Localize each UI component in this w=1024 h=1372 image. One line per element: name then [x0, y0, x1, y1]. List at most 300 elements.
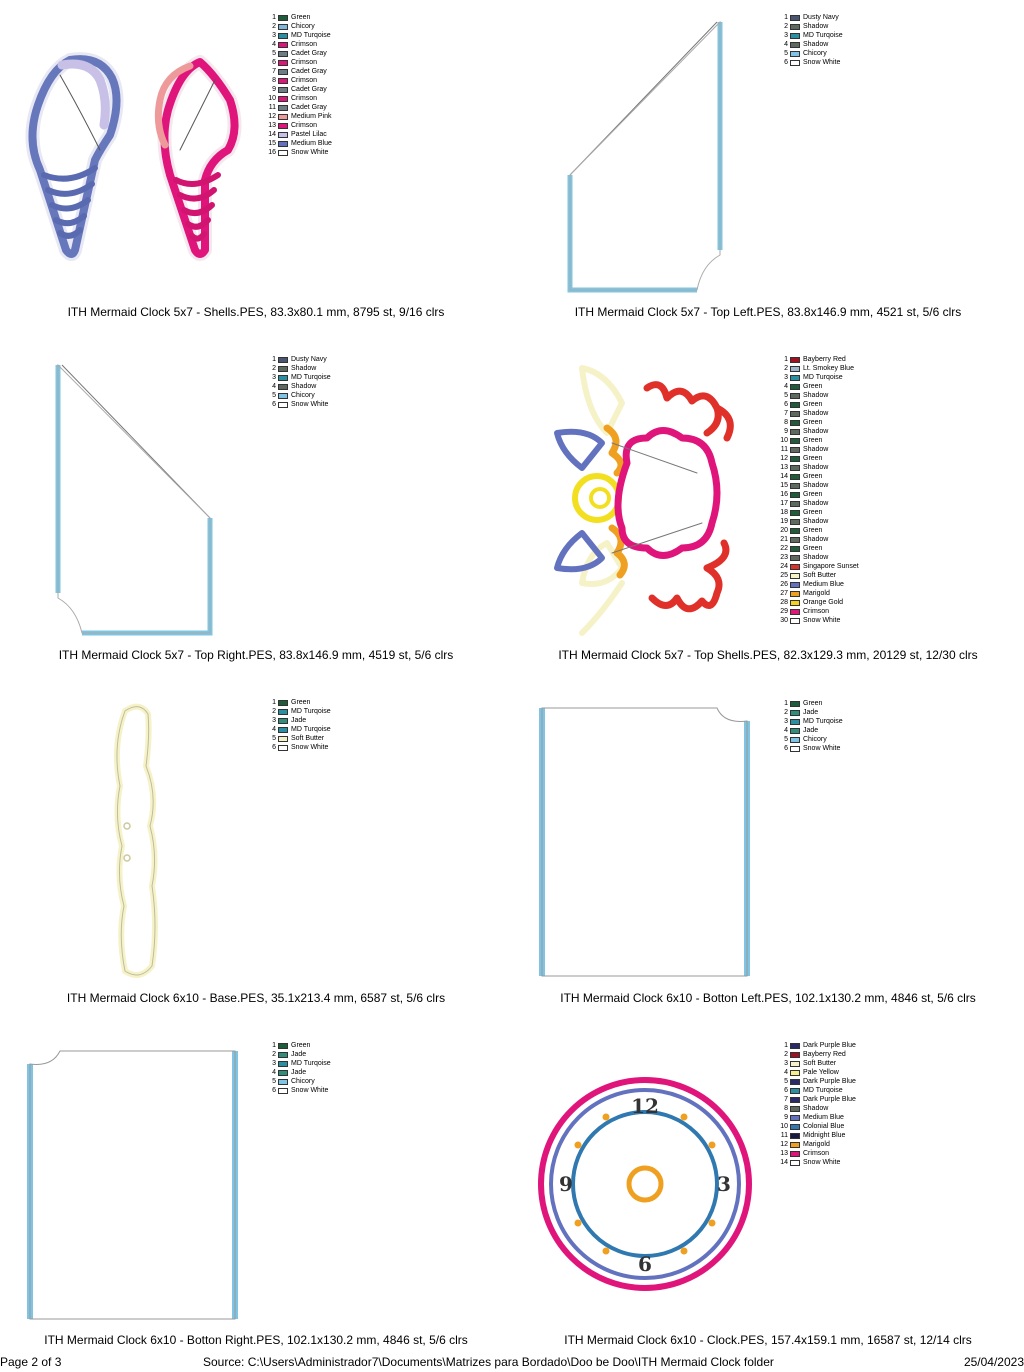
legend-entry-name: Chicory	[803, 50, 827, 57]
legend-entry-number: 4	[272, 726, 276, 733]
color-swatch	[790, 456, 800, 462]
legend-entry	[778, 580, 859, 589]
legend-entry	[266, 130, 332, 139]
legend-entry-name: Crimson	[291, 95, 318, 102]
legend-entry-number: 6	[272, 1087, 276, 1094]
color-swatch	[278, 700, 288, 706]
color-swatch	[278, 141, 288, 147]
legend-entry-number: 11	[268, 104, 276, 111]
color-swatch	[790, 1151, 800, 1157]
legend-entry	[266, 76, 332, 85]
legend-entry	[778, 490, 859, 499]
legend-entry-number: 6	[272, 744, 276, 751]
color-swatch	[790, 1160, 800, 1166]
design-cell-top-right	[0, 343, 512, 686]
legend-entry-name: Green	[803, 527, 823, 534]
legend-entry-name: Green	[291, 699, 311, 706]
color-swatch	[790, 402, 800, 408]
legend-entry-number: 4	[784, 1069, 788, 1076]
legend-entry-name: Midnight Blue	[803, 1132, 846, 1139]
legend-entry	[778, 13, 843, 22]
legend-entry-name: Shadow	[291, 383, 317, 390]
legend-entry	[266, 94, 332, 103]
design-caption: ITH Mermaid Clock 6x10 - Botton Left.PES, 102.1x130.2 mm, 4846 st, 5/6 clrs	[560, 991, 976, 1005]
color-swatch	[278, 123, 288, 129]
legend-entry-number: 1	[272, 699, 276, 706]
legend-entry-number: 3	[784, 718, 788, 725]
legend-entry-name: Bayberry Red	[803, 356, 846, 363]
legend-entry	[266, 112, 332, 121]
color-swatch	[278, 87, 288, 93]
clock-numeral-3: 3	[717, 1172, 731, 1196]
legend-entry	[266, 148, 332, 157]
color-legend	[778, 1041, 856, 1167]
legend-entry-name: Shadow	[803, 1105, 829, 1112]
color-swatch	[790, 51, 800, 57]
legend-entry-number: 6	[784, 745, 788, 752]
color-swatch	[790, 60, 800, 66]
legend-entry	[266, 22, 332, 31]
color-swatch	[790, 528, 800, 534]
legend-entry-number: 4	[272, 41, 276, 48]
legend-entry-number: 1	[272, 1042, 276, 1049]
design-cell-base	[0, 686, 512, 1029]
legend-entry	[778, 22, 843, 31]
color-swatch	[790, 474, 800, 480]
color-swatch	[790, 519, 800, 525]
color-swatch	[790, 501, 800, 507]
color-swatch	[790, 1124, 800, 1130]
base-artwork	[0, 686, 270, 986]
legend-entry	[266, 1086, 331, 1095]
color-swatch	[790, 447, 800, 453]
legend-entry-number: 27	[780, 590, 788, 597]
color-swatch	[790, 537, 800, 543]
legend-entry	[266, 67, 332, 76]
color-swatch	[790, 1133, 800, 1139]
legend-entry-number: 12	[780, 455, 788, 462]
legend-entry	[266, 1077, 331, 1086]
legend-entry-number: 28	[780, 599, 788, 606]
legend-entry-name: Green	[803, 419, 823, 426]
legend-entry	[266, 121, 332, 130]
legend-entry-name: Snow White	[803, 1159, 841, 1166]
color-swatch	[790, 33, 800, 39]
legend-entry-name: Dusty Navy	[291, 356, 327, 363]
legend-entry-number: 12	[780, 1141, 788, 1148]
legend-entry-number: 17	[780, 500, 788, 507]
top-shells-artwork	[512, 343, 782, 643]
legend-entry-number: 11	[780, 446, 788, 453]
legend-entry	[778, 598, 859, 607]
legend-entry-number: 15	[780, 482, 788, 489]
legend-entry	[778, 562, 859, 571]
legend-entry	[266, 391, 331, 400]
legend-entry	[266, 364, 331, 373]
legend-entry-name: Soft Butter	[803, 572, 837, 579]
legend-entry-name: Green	[291, 14, 311, 21]
color-swatch	[790, 42, 800, 48]
color-swatch	[278, 33, 288, 39]
color-swatch	[278, 1061, 288, 1067]
legend-entry	[266, 40, 332, 49]
legend-entry-name: Chicory	[291, 392, 315, 399]
legend-entry-name: Crimson	[803, 608, 830, 615]
legend-entry-name: Jade	[291, 1069, 307, 1076]
legend-entry-name: Shadow	[803, 428, 829, 435]
color-swatch	[278, 1088, 288, 1094]
color-swatch	[790, 384, 800, 390]
legend-entry-number: 14	[780, 1159, 788, 1166]
legend-entry-number: 20	[780, 527, 788, 534]
color-swatch	[790, 555, 800, 561]
color-swatch	[278, 69, 288, 75]
legend-entry	[778, 553, 859, 562]
legend-entry-name: Green	[803, 509, 823, 516]
legend-entry-name: Dusty Navy	[803, 14, 839, 21]
legend-entry-name: Orange Gold	[803, 599, 844, 606]
color-legend	[778, 699, 843, 753]
legend-entry-number: 2	[272, 1051, 276, 1058]
legend-entry-number: 1	[272, 14, 276, 21]
color-swatch	[790, 737, 800, 743]
legend-entry-name: Green	[803, 437, 823, 444]
top-left-artwork	[512, 0, 782, 300]
legend-entry-number: 15	[268, 140, 276, 147]
color-legend	[266, 698, 331, 752]
legend-entry	[266, 734, 331, 743]
legend-entry-name: Snow White	[291, 1087, 329, 1094]
clock-numeral-9: 9	[559, 1172, 573, 1196]
legend-entry	[778, 436, 859, 445]
color-swatch	[790, 1043, 800, 1049]
legend-entry-number: 7	[784, 410, 788, 417]
legend-entry-number: 14	[780, 473, 788, 480]
design-caption: ITH Mermaid Clock 5x7 - Top Right.PES, 83.8x146.9 mm, 4519 st, 5/6 clrs	[58, 648, 454, 662]
legend-entry	[778, 418, 859, 427]
legend-entry-name: Medium Pink	[291, 113, 332, 120]
legend-entry-number: 10	[780, 437, 788, 444]
legend-entry-name: Shadow	[291, 365, 317, 372]
legend-entry	[778, 717, 843, 726]
legend-entry-number: 26	[780, 581, 788, 588]
legend-entry-number: 11	[780, 1132, 788, 1139]
legend-entry	[778, 31, 843, 40]
legend-entry	[266, 698, 331, 707]
color-legend	[266, 1041, 331, 1095]
color-swatch	[278, 42, 288, 48]
shells-artwork	[0, 0, 270, 300]
legend-entry-number: 2	[272, 708, 276, 715]
color-swatch	[278, 150, 288, 156]
legend-entry-number: 29	[780, 608, 788, 615]
legend-entry-name: Jade	[291, 1051, 307, 1058]
legend-entry	[778, 445, 859, 454]
legend-entry	[778, 454, 859, 463]
color-swatch	[790, 1097, 800, 1103]
legend-entry-name: Snow White	[803, 745, 841, 752]
legend-entry	[266, 49, 332, 58]
legend-entry	[266, 13, 332, 22]
top-right-artwork	[0, 343, 270, 643]
color-swatch	[790, 1070, 800, 1076]
color-legend	[266, 355, 331, 409]
color-swatch	[278, 375, 288, 381]
legend-entry-name: Shadow	[803, 410, 829, 417]
color-swatch	[790, 24, 800, 30]
legend-entry-number: 5	[272, 50, 276, 57]
color-swatch	[278, 96, 288, 102]
legend-entry	[266, 31, 332, 40]
color-swatch	[790, 492, 800, 498]
legend-entry-name: Soft Butter	[291, 735, 325, 742]
legend-entry-number: 25	[780, 572, 788, 579]
color-legend	[778, 355, 859, 625]
legend-entry-number: 13	[268, 122, 276, 129]
legend-entry-number: 2	[784, 709, 788, 716]
color-swatch	[278, 132, 288, 138]
legend-entry	[266, 716, 331, 725]
color-swatch	[278, 78, 288, 84]
legend-entry	[266, 1050, 331, 1059]
legend-entry-name: Cadet Gray	[291, 50, 327, 57]
legend-entry	[266, 85, 332, 94]
legend-entry-number: 5	[784, 50, 788, 57]
legend-entry-number: 8	[784, 1105, 788, 1112]
legend-entry-number: 6	[272, 401, 276, 408]
legend-entry-number: 4	[784, 383, 788, 390]
design-cell-botton-left	[512, 686, 1024, 1029]
legend-entry	[778, 1050, 856, 1059]
design-cell-top-left	[512, 0, 1024, 343]
legend-entry-number: 13	[780, 464, 788, 471]
design-caption: ITH Mermaid Clock 5x7 - Shells.PES, 83.3x80.1 mm, 8795 st, 9/16 clrs	[67, 305, 445, 319]
color-swatch	[790, 393, 800, 399]
legend-entry-number: 8	[272, 77, 276, 84]
design-cell-clock	[512, 1029, 1024, 1372]
legend-entry-number: 10	[268, 95, 276, 102]
color-swatch	[790, 609, 800, 615]
color-swatch	[790, 546, 800, 552]
color-swatch	[790, 1115, 800, 1121]
legend-entry-name: Snow White	[803, 59, 841, 66]
legend-entry-number: 30	[780, 617, 788, 624]
legend-entry	[778, 400, 859, 409]
legend-entry-name: Crimson	[291, 122, 318, 129]
color-swatch	[790, 719, 800, 725]
color-swatch	[278, 745, 288, 751]
color-swatch	[278, 51, 288, 57]
page-number: Page 2 of 3	[0, 1355, 62, 1369]
color-swatch	[278, 60, 288, 66]
legend-entry-name: Chicory	[291, 23, 315, 30]
legend-entry	[778, 355, 859, 364]
color-swatch	[278, 718, 288, 724]
legend-entry-number: 9	[784, 1114, 788, 1121]
legend-entry	[266, 373, 331, 382]
legend-entry-name: Bayberry Red	[803, 1051, 846, 1058]
legend-entry	[778, 726, 843, 735]
legend-entry-name: Shadow	[803, 482, 829, 489]
legend-entry-number: 5	[784, 736, 788, 743]
legend-entry	[778, 49, 843, 58]
legend-entry-name: Shadow	[803, 554, 829, 561]
color-swatch	[790, 483, 800, 489]
color-swatch	[790, 618, 800, 624]
color-swatch	[790, 420, 800, 426]
legend-entry	[778, 517, 859, 526]
legend-entry	[778, 364, 859, 373]
legend-entry-number: 6	[784, 401, 788, 408]
color-swatch	[790, 573, 800, 579]
legend-entry-name: MD Turqoise	[291, 32, 331, 39]
legend-entry-number: 3	[272, 1060, 276, 1067]
legend-entry	[778, 40, 843, 49]
legend-entry-name: Shadow	[803, 392, 829, 399]
legend-entry	[778, 589, 859, 598]
legend-entry	[778, 1077, 856, 1086]
legend-entry-name: Crimson	[291, 41, 318, 48]
legend-entry	[266, 725, 331, 734]
color-swatch	[790, 366, 800, 372]
legend-entry-number: 4	[784, 727, 788, 734]
legend-entry-number: 2	[784, 365, 788, 372]
design-cell-shells	[0, 0, 512, 343]
legend-entry-name: Green	[803, 455, 823, 462]
legend-entry-name: MD Turqoise	[291, 708, 331, 715]
color-swatch	[278, 1079, 288, 1085]
legend-entry-name: Green	[291, 1042, 311, 1049]
legend-entry-name: Cadet Gray	[291, 68, 327, 75]
color-legend	[266, 13, 332, 157]
legend-entry-name: Medium Blue	[803, 581, 844, 588]
color-swatch	[790, 1088, 800, 1094]
legend-entry-number: 2	[272, 365, 276, 372]
legend-entry	[778, 1158, 856, 1167]
legend-entry	[778, 744, 843, 753]
color-swatch	[790, 15, 800, 21]
legend-entry-number: 2	[784, 23, 788, 30]
legend-entry	[266, 355, 331, 364]
color-swatch	[278, 1052, 288, 1058]
legend-entry-name: MD Turqoise	[291, 1060, 331, 1067]
legend-entry-name: Shadow	[803, 446, 829, 453]
design-caption: ITH Mermaid Clock 5x7 - Top Shells.PES, 82.3x129.3 mm, 20129 st, 12/30 clrs	[558, 648, 978, 662]
legend-entry-name: Snow White	[291, 149, 329, 156]
legend-entry-number: 13	[780, 1150, 788, 1157]
source-path: Source: C:\Users\Administrador7\Documents\Matrizes para Bordado\Doo be Doo\ITH Mermaid Clock folder	[203, 1355, 774, 1369]
legend-entry	[778, 1104, 856, 1113]
design-caption: ITH Mermaid Clock 6x10 - Botton Right.PES, 102.1x130.2 mm, 4846 st, 5/6 clrs	[44, 1333, 468, 1347]
legend-entry-number: 1	[272, 356, 276, 363]
legend-entry-name: Jade	[291, 717, 307, 724]
legend-entry-number: 5	[272, 392, 276, 399]
legend-entry	[778, 1095, 856, 1104]
legend-entry-name: Shadow	[803, 23, 829, 30]
legend-entry	[778, 1086, 856, 1095]
legend-entry-number: 18	[780, 509, 788, 516]
legend-entry-number: 3	[272, 717, 276, 724]
legend-entry	[778, 1059, 856, 1068]
legend-entry-name: Crimson	[803, 1150, 830, 1157]
legend-entry-number: 3	[784, 32, 788, 39]
legend-entry-name: Pale Yellow	[803, 1069, 839, 1076]
legend-entry-number: 5	[784, 1078, 788, 1085]
legend-entry	[778, 1113, 856, 1122]
color-swatch	[790, 728, 800, 734]
legend-entry-name: Cadet Gray	[291, 104, 327, 111]
color-swatch	[790, 1079, 800, 1085]
color-swatch	[790, 591, 800, 597]
legend-entry-name: MD Turqoise	[803, 32, 843, 39]
color-legend	[778, 13, 843, 67]
legend-entry-number: 21	[780, 536, 788, 543]
clock-numeral-6: 6	[638, 1252, 652, 1276]
legend-entry	[778, 735, 843, 744]
legend-entry-name: Shadow	[803, 464, 829, 471]
legend-entry-number: 16	[780, 491, 788, 498]
legend-entry-name: Dark Purple Blue	[803, 1042, 856, 1049]
legend-entry-name: Singapore Sunset	[803, 563, 859, 570]
color-swatch	[790, 438, 800, 444]
color-swatch	[790, 1061, 800, 1067]
legend-entry-number: 19	[780, 518, 788, 525]
color-swatch	[790, 710, 800, 716]
legend-entry-name: Shadow	[803, 41, 829, 48]
legend-entry-name: Shadow	[803, 518, 829, 525]
legend-entry	[778, 1149, 856, 1158]
design-caption: ITH Mermaid Clock 5x7 - Top Left.PES, 83.8x146.9 mm, 4521 st, 5/6 clrs	[574, 305, 962, 319]
legend-entry	[778, 708, 843, 717]
legend-entry	[778, 373, 859, 382]
color-swatch	[278, 15, 288, 21]
legend-entry	[778, 508, 859, 517]
color-swatch	[278, 1043, 288, 1049]
legend-entry-number: 3	[784, 374, 788, 381]
legend-entry-name: Chicory	[291, 1078, 315, 1085]
legend-entry-number: 2	[272, 23, 276, 30]
legend-entry-name: Shadow	[803, 536, 829, 543]
botton-left-artwork	[512, 686, 782, 986]
legend-entry-name: Green	[803, 401, 823, 408]
legend-entry-name: Snow White	[803, 617, 841, 624]
color-swatch	[278, 1070, 288, 1076]
color-swatch	[790, 746, 800, 752]
legend-entry-number: 6	[784, 59, 788, 66]
botton-right-artwork	[0, 1029, 270, 1329]
color-swatch	[790, 600, 800, 606]
legend-entry-name: MD Turqoise	[803, 718, 843, 725]
design-cell-top-shells	[512, 343, 1024, 686]
legend-entry-number: 16	[268, 149, 276, 156]
legend-entry-name: Dark Purple Blue	[803, 1078, 856, 1085]
clock-artwork	[512, 1029, 782, 1329]
color-swatch	[278, 402, 288, 408]
legend-entry-name: Green	[803, 383, 823, 390]
legend-entry-name: Pastel Lilac	[291, 131, 327, 138]
legend-entry	[778, 382, 859, 391]
color-swatch	[278, 114, 288, 120]
legend-entry-name: Marigold	[803, 590, 830, 597]
legend-entry	[778, 1131, 856, 1140]
legend-entry	[778, 526, 859, 535]
legend-entry	[778, 544, 859, 553]
color-swatch	[790, 465, 800, 471]
legend-entry-number: 4	[272, 383, 276, 390]
clock-numeral-12: 12	[631, 1094, 659, 1118]
legend-entry-number: 6	[272, 59, 276, 66]
legend-entry	[266, 707, 331, 716]
